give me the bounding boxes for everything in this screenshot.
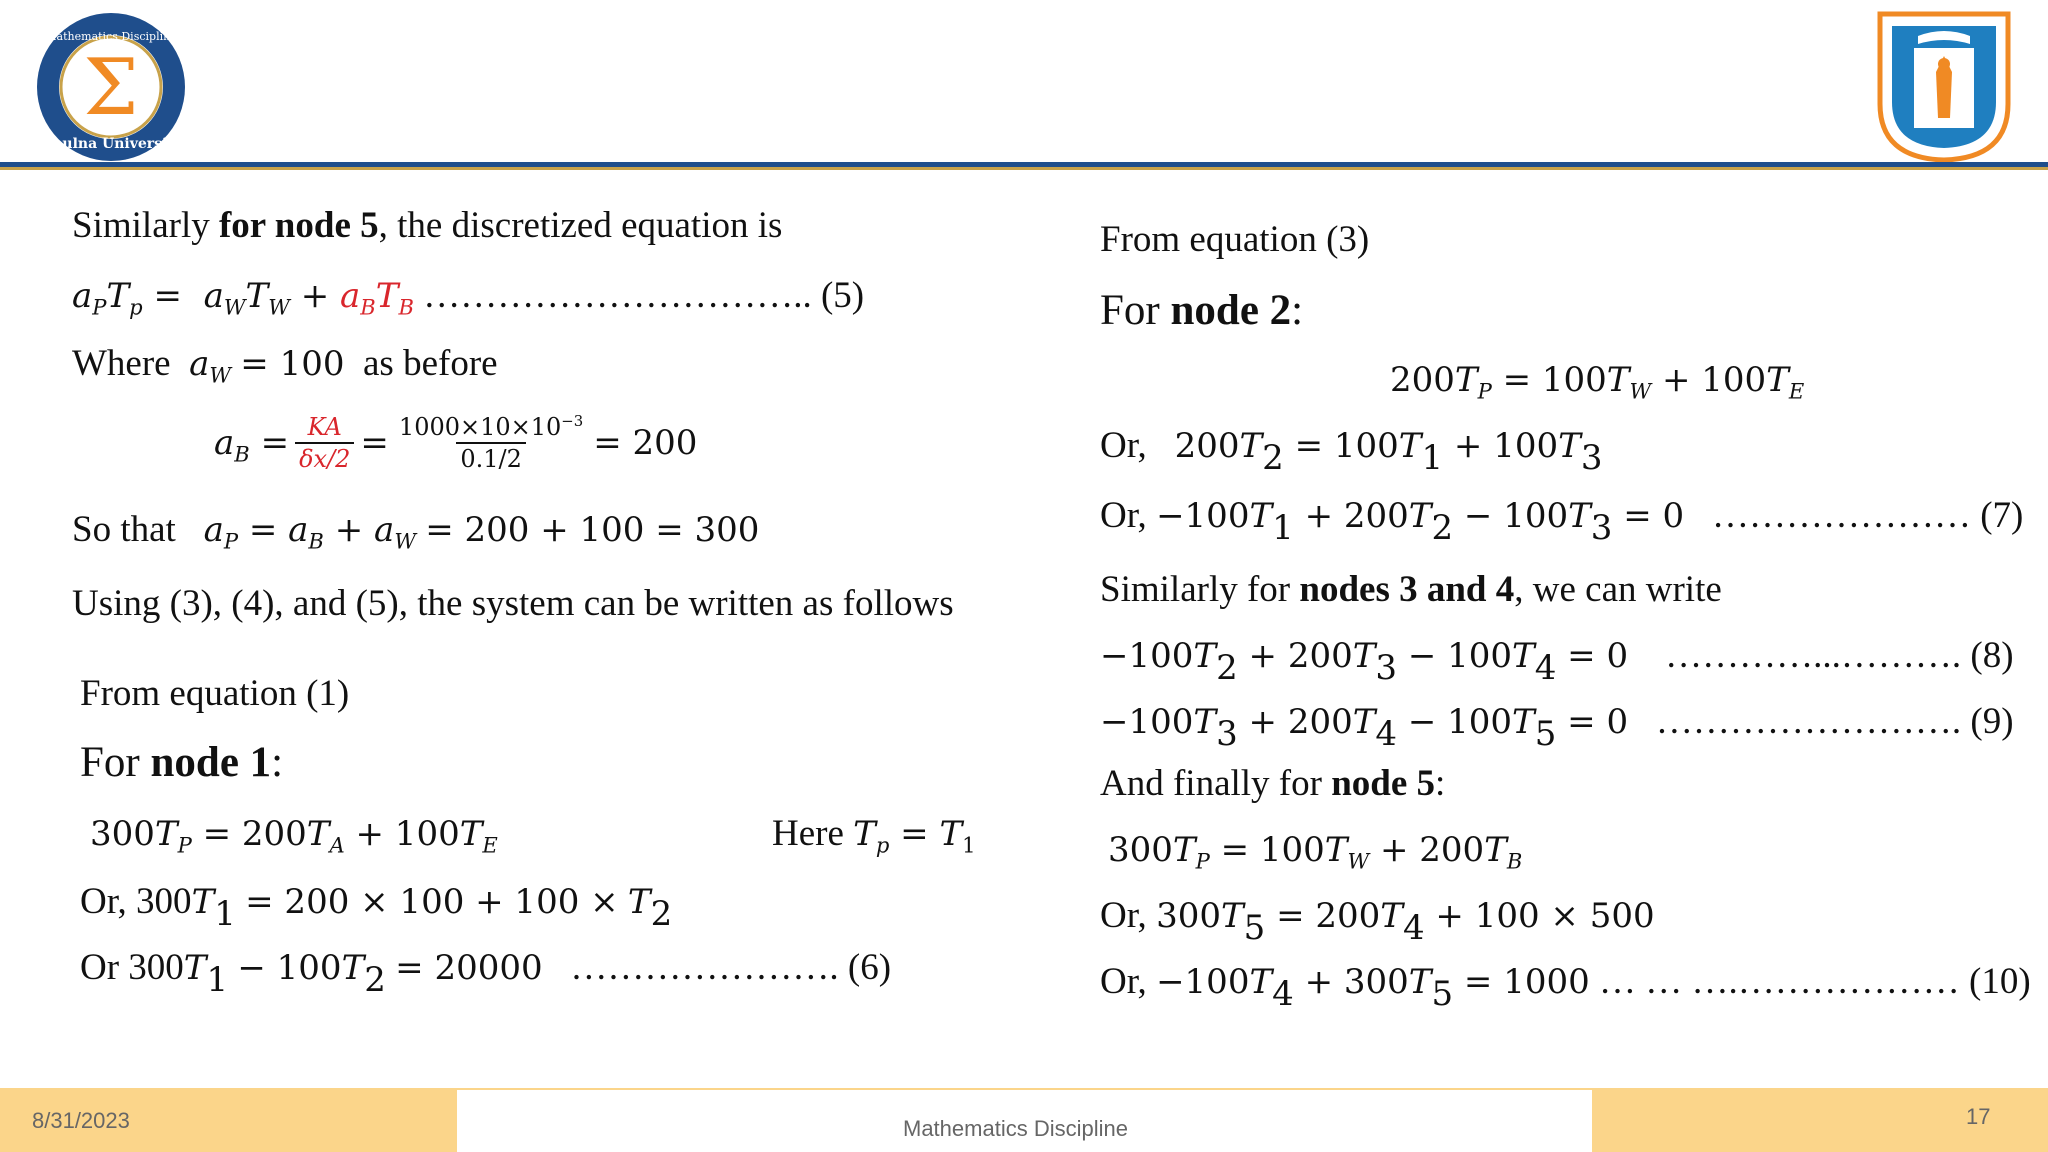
equation-9: $-100T_3 + 200T_4 - 100T_5 = 0$ ……………………. (9): [1100, 701, 2014, 754]
from-equation-3: From equation (3): [1100, 219, 1370, 260]
for-node-2: For node 2:: [1100, 287, 1304, 334]
where-aw: Where $a_W = 100$ as before: [72, 343, 498, 388]
equation-7: Or, $-100T_1 + 200T_2 - 100T_3 = 0$ ………………… (7): [1100, 495, 2024, 548]
node5-substituted: Or, $300T_5 = 200T_4 + 100 \times 500$: [1100, 895, 1655, 948]
node2-substituted: Or, $200T_2 = 100T_1 + 100T_3$: [1100, 425, 1603, 478]
math-discipline-logo: [28, 10, 194, 164]
khulna-university-logo: [1874, 8, 2014, 164]
node5-intro: Similarly for node 5, the discretized equation is: [72, 205, 783, 246]
footer-date: 8/31/2023: [32, 1108, 130, 1133]
nodes-3-4-intro: Similarly for nodes 3 and 4, we can write: [1100, 569, 1722, 610]
from-equation-1: From equation (1): [80, 673, 350, 714]
equation-8: $-100T_2 + 200T_3 - 100T_4 = 0$ …………...………. (8): [1100, 635, 2014, 688]
footer-title: Mathematics Discipline: [903, 1116, 1128, 1141]
node1-substituted: Or, $300T_1 = 200 \times 100 + 100 \times T_2$: [80, 881, 673, 934]
svg-text:Mathematics Discipline: Mathematics Discipline: [45, 30, 177, 43]
node5-final-intro: And finally for node 5:: [1100, 763, 1446, 804]
svg-text:Σ: Σ: [83, 43, 139, 133]
so-that-ap: So that $a_P = a_B + a_W = 200 + 100 = 300$: [72, 509, 760, 554]
equation-6: Or $300T_1 - 100T_2 = 20000$ …………………. (6): [80, 947, 892, 1000]
ab-formula: $a_B$ = $\frac{KA}{\delta x/2}$ = $\frac{1000\times 10\times 10^{-3}}{0.1/2}$ = 200: [214, 412, 698, 473]
node2-equation: $200T_P = 100T_W + 100T_E$: [1390, 360, 1805, 404]
equation-5: $a_PT_p = a_WT_W + a_BT_B$ ………………………….. (5): [72, 275, 865, 320]
node5-equation: $300T_P = 100T_W + 200T_B$: [1108, 830, 1523, 874]
equation-10: Or, $-100T_4 + 300T_5 = 1000$ … … ….……………… (10): [1100, 961, 2031, 1014]
svg-text:Khulna University: Khulna University: [40, 136, 182, 152]
using-statement: Using (3), (4), and (5), the system can be written as follows: [72, 583, 954, 624]
for-node-1: For node 1:: [80, 739, 284, 786]
header-divider-accent: [0, 167, 2048, 170]
here-tp-t1: Here $T_p = T_1$: [772, 813, 976, 858]
page-number: 17: [1966, 1104, 1991, 1129]
node1-equation: $300T_P = 200T_A + 100T_E$: [90, 814, 498, 858]
